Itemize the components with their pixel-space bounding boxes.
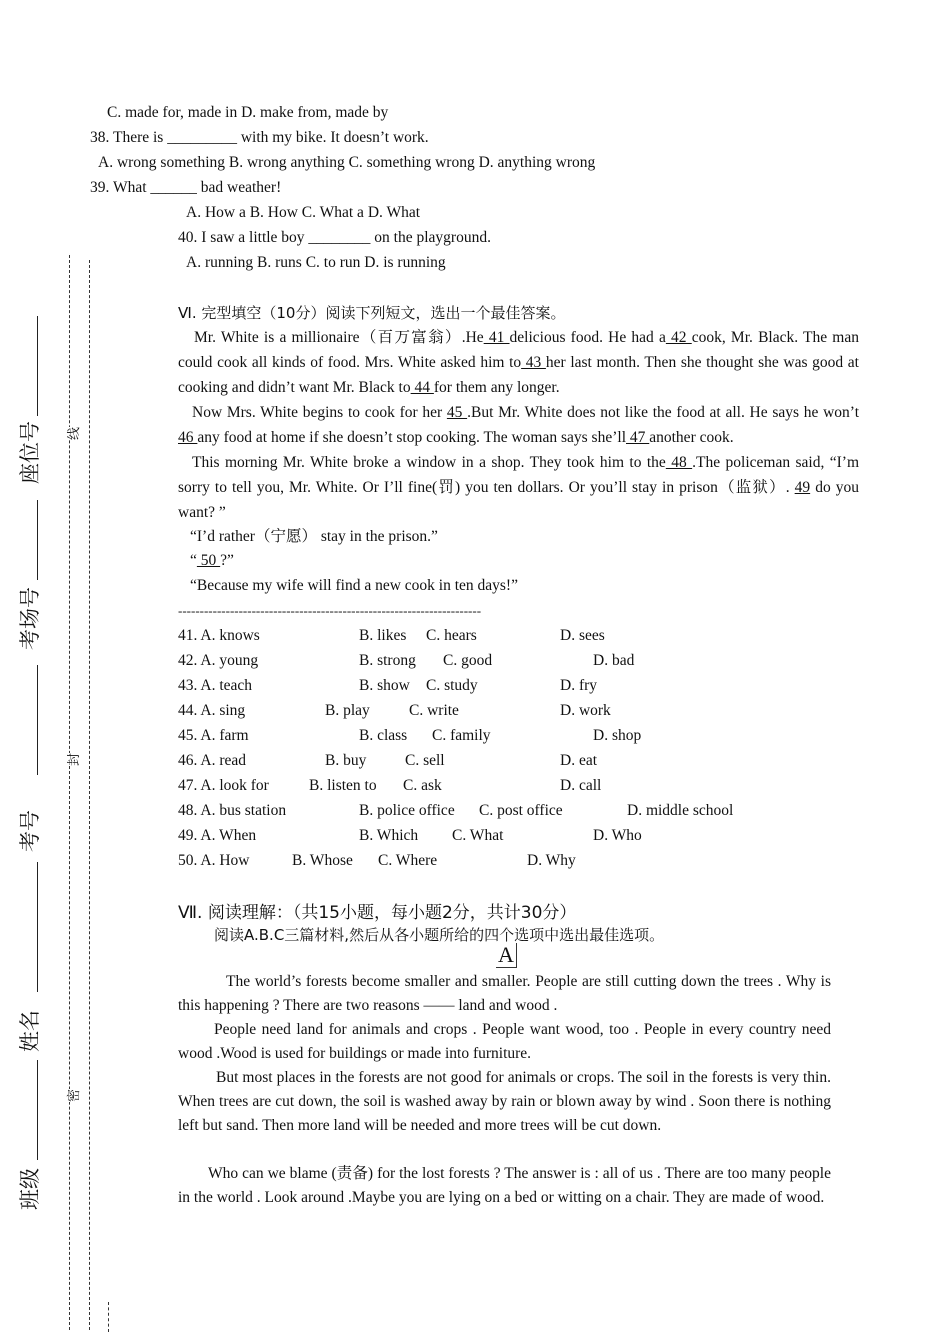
option-row-49-d: D. Who [593,827,642,844]
seal-char-mi: 密 [63,1089,82,1102]
seal-line-outer [69,255,70,1330]
margin-rule-name [37,862,38,992]
cloze-paragraph-3: This morning Mr. White broke a window in a shop. They took him to the 48 .The policeman said, “I’m sorry to tell you, Mr. White. Or I’ll fine(罚) you ten dollars. Or you’ll stay in prison（监狱）. 49 do you want? ” [178,454,860,521]
option-row-48-b: B. police office [359,802,455,819]
class-label: 班级 [18,1168,42,1210]
cloze-paragraph-1: Mr. White is a millionaire（百万富翁）.He 41 delicious food. He had a 42 cook, Mr. Black. The man could cook all kinds of food. Mrs. White asked him to 43 her last month. Then she thought she was good at cooking and didn’t want Mr. Black to 44 for them any longer. [178,329,859,396]
option-row-50-b: B. Whose [292,852,353,869]
option-row-48-d: D. middle school [627,802,734,819]
option-row-50-c: C. Where [378,852,438,869]
option-row-42-d: D. bad [593,652,635,669]
option-row-43-b: B. show [359,677,410,694]
option-row-45-b: B. class [359,727,408,744]
option-row-43-d: D. fry [560,677,598,694]
option-row-41-a: 41. A. knows [178,627,260,644]
passage-a-paragraph-4: Who can we blame (责备) for the lost forests ? The answer is : all of us . There are too many people in the world . Look around .Maybe you are lying on a bed or witting on a chair. They are made of wood. [178,1165,831,1206]
option-row-50-a: 50. A. How [178,852,250,869]
option-row-48-a: 48. A. bus station [178,802,287,819]
cloze-dialogue-3: “Because my wife will find a new cook in ten days!” [190,577,518,594]
q37-options-cd: C. made for, made in D. make from, made by [107,104,389,121]
option-row-50-d: D. Why [527,852,576,869]
option-row-47-a: 47. A. look for [178,777,269,794]
option-row-41-d: D. sees [560,627,605,644]
option-row-42-b: B. strong [359,652,416,669]
option-row-44-a: 44. A. sing [178,702,246,719]
option-row-49-b: B. Which [359,827,419,844]
seal-line-bottom [108,1302,109,1332]
option-row-44-c: C. write [409,702,459,719]
q40-options: A. running B. runs C. to run D. is running [186,254,446,271]
seal-char-xian: 线 [63,427,82,440]
option-row-47-d: D. call [560,777,602,794]
option-row-45-a: 45. A. farm [178,727,249,744]
option-row-45-d: D. shop [593,727,642,744]
passage-a-label: A [496,943,517,968]
q39-options: A. How a B. How C. What a D. What [186,204,421,221]
option-row-42-a: 42. A. young [178,652,259,669]
name-label: 姓名 [18,1010,42,1052]
cloze-dialogue-1: “I’d rather（宁愿） stay in the prison.” [190,528,438,545]
option-row-42-c: C. good [443,652,493,669]
seat-label: 座位号 [18,421,42,484]
option-row-46-d: D. eat [560,752,598,769]
option-row-47-b: B. listen to [309,777,377,794]
margin-rule-seat [37,316,38,416]
option-row-49-c: C. What [452,827,504,844]
option-row-49-a: 49. A. When [178,827,257,844]
option-row-46-c: C. sell [405,752,445,769]
option-row-46-a: 46. A. read [178,752,247,769]
passage-a-paragraph-3: But most places in the forests are not good for animals or crops. The soil in the forests is very thin. When trees are cut down, the soil is washed away by rain or blown away by wind . Soon there is nothing left but sand. Then more land will be needed and more trees will be cut down. [178,1069,831,1134]
cloze-divider: ---------------------------------------------------------------------- [178,603,482,618]
passage-a-paragraph-2: People need land for animals and crops . People want wood, too . People in every country need wood .Wood is used for buildings or made into furniture. [178,1021,831,1062]
margin-rule-number [37,665,38,775]
option-row-41-b: B. likes [359,627,407,644]
seal-char-feng: 封 [63,753,82,766]
reading-instructions: 阅读A.B.C三篇材料,然后从各小题所给的四个选项中选出最佳选项。 [214,926,665,944]
option-row-43-a: 43. A. teach [178,677,253,694]
seal-line-inner [89,260,90,1330]
reading-section-title: Ⅶ. 阅读理解：（共15小题，每小题2分，共计30分） [178,903,577,923]
option-row-44-d: D. work [560,702,611,719]
passage-a-paragraph-1: The world’s forests become smaller and smaller. People are still cutting down the trees . Why is this happening ? There are two reasons —— land and wood . [178,973,831,1014]
option-row-45-c: C. family [432,727,491,744]
margin-rule-room [37,500,38,580]
cloze-dialogue-2: “ 50 ?” [190,552,234,569]
q39-stem: 39. What ______ bad weather! [90,179,282,196]
q38-stem: 38. There is _________ with my bike. It doesn’t work. [90,129,429,146]
q40-stem: 40. I saw a little boy ________ on the playground. [178,229,491,246]
cloze-paragraph-2: Now Mrs. White begins to cook for her 45 .But Mr. White does not like the food at all. He says he won’t 46 any food at home if she doesn’t stop cooking. The woman says she’ll 47 another cook. [178,404,859,446]
q38-options: A. wrong something B. wrong anything C. something wrong D. anything wrong [98,154,596,171]
cloze-section-title: Ⅵ. 完型填空（10分）阅读下列短文，选出一个最佳答案。 [178,304,566,322]
option-row-47-c: C. ask [403,777,442,794]
option-row-43-c: C. study [426,677,478,694]
option-row-46-b: B. buy [325,752,367,769]
option-row-44-b: B. play [325,702,370,719]
room-label: 考场号 [18,587,42,650]
margin-rule-class [37,1060,38,1160]
number-label: 考号 [18,810,42,852]
option-row-41-c: C. hears [426,627,477,644]
option-row-48-c: C. post office [479,802,563,819]
